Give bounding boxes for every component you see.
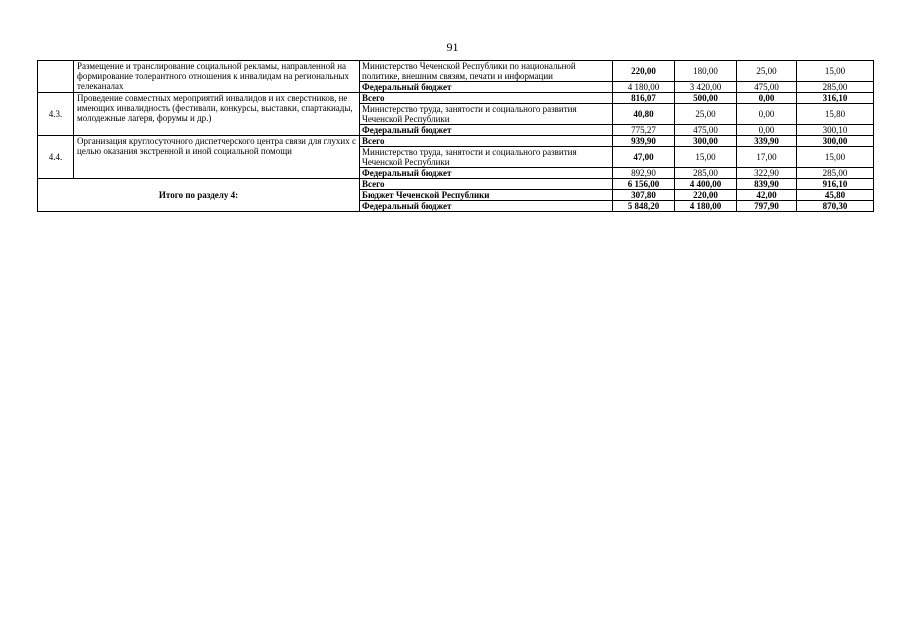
- amount-cell: 475,00: [737, 82, 797, 93]
- row-index: [38, 61, 74, 93]
- amount-cell: 285,00: [675, 168, 737, 179]
- funding-source: Всего: [360, 136, 613, 147]
- table-row: [38, 136, 874, 147]
- amount-cell: 285,00: [797, 82, 874, 93]
- row-description: Проведение совместных мероприятий инвалидов и их сверстников, не имеющих инвалидность (фестивали, конкурсы, выставки, спартакиады, молодежные лагеря, форумы и др.): [74, 93, 360, 136]
- total-amount: 42,00: [737, 190, 797, 201]
- amount-cell: 17,00: [737, 147, 797, 168]
- total-source: Федеральный бюджет: [360, 201, 613, 212]
- amount-cell: 0,00: [737, 125, 797, 136]
- funding-source: Министерство труда, занятости и социального развития Чеченской Республики: [360, 147, 613, 168]
- total-amount: 4 180,00: [675, 201, 737, 212]
- row-index: 4.4.: [38, 136, 74, 179]
- total-amount: 797,90: [737, 201, 797, 212]
- amount-cell: 40,80: [613, 104, 675, 125]
- amount-cell: 3 420,00: [675, 82, 737, 93]
- amount-cell: 500,00: [675, 93, 737, 104]
- total-amount: 5 848,20: [613, 201, 675, 212]
- funding-source: Министерство труда, занятости и социального развития Чеченской Республики: [360, 104, 613, 125]
- total-row: [38, 179, 874, 190]
- total-amount: 4 400,00: [675, 179, 737, 190]
- amount-cell: 300,00: [797, 136, 874, 147]
- total-amount: 6 156,00: [613, 179, 675, 190]
- amount-cell: 25,00: [675, 104, 737, 125]
- amount-cell: 15,00: [675, 147, 737, 168]
- amount-cell: 475,00: [675, 125, 737, 136]
- amount-cell: 47,00: [613, 147, 675, 168]
- funding-source: Федеральный бюджет: [360, 168, 613, 179]
- amount-cell: 180,00: [675, 61, 737, 82]
- total-amount: 916,10: [797, 179, 874, 190]
- amount-cell: 816,07: [613, 93, 675, 104]
- total-source: Бюджет Чеченской Республики: [360, 190, 613, 201]
- row-index: 4.3.: [38, 93, 74, 136]
- funding-source: Федеральный бюджет: [360, 82, 613, 93]
- amount-cell: 316,10: [797, 93, 874, 104]
- amount-cell: 15,80: [797, 104, 874, 125]
- funding-source: Федеральный бюджет: [360, 125, 613, 136]
- amount-cell: 339,90: [737, 136, 797, 147]
- budget-table: [37, 60, 874, 212]
- amount-cell: 0,00: [737, 104, 797, 125]
- total-amount: 45,80: [797, 190, 874, 201]
- row-description: Организация круглосуточного диспетчерского центра связи для глухих с целью оказания экстренной и иной социальной помощи: [74, 136, 360, 179]
- total-label: Итого по разделу 4:: [38, 179, 360, 212]
- table-row: [38, 93, 874, 104]
- amount-cell: 0,00: [737, 93, 797, 104]
- total-source: Всего: [360, 179, 613, 190]
- total-amount: 870,30: [797, 201, 874, 212]
- amount-cell: 300,00: [675, 136, 737, 147]
- page-number: 91: [446, 40, 459, 54]
- amount-cell: 25,00: [737, 61, 797, 82]
- table-row: [38, 61, 874, 82]
- amount-cell: 15,00: [797, 147, 874, 168]
- amount-cell: 892,90: [613, 168, 675, 179]
- funding-source: Всего: [360, 93, 613, 104]
- row-description: Размещение и транслирование социальной рекламы, направленной на формирование толерантного отношения к инвалидам на региональных телеканалах: [74, 61, 360, 93]
- amount-cell: 4 180,00: [613, 82, 675, 93]
- amount-cell: 220,00: [613, 61, 675, 82]
- funding-source: Министерство Чеченской Республики по национальной политике, внешним связям, печати и информации: [360, 61, 613, 82]
- amount-cell: 939,90: [613, 136, 675, 147]
- total-amount: 839,90: [737, 179, 797, 190]
- amount-cell: 285,00: [797, 168, 874, 179]
- total-amount: 307,80: [613, 190, 675, 201]
- amount-cell: 775,27: [613, 125, 675, 136]
- table-body: [38, 61, 874, 212]
- amount-cell: 322,90: [737, 168, 797, 179]
- total-amount: 220,00: [675, 190, 737, 201]
- amount-cell: 300,10: [797, 125, 874, 136]
- amount-cell: 15,00: [797, 61, 874, 82]
